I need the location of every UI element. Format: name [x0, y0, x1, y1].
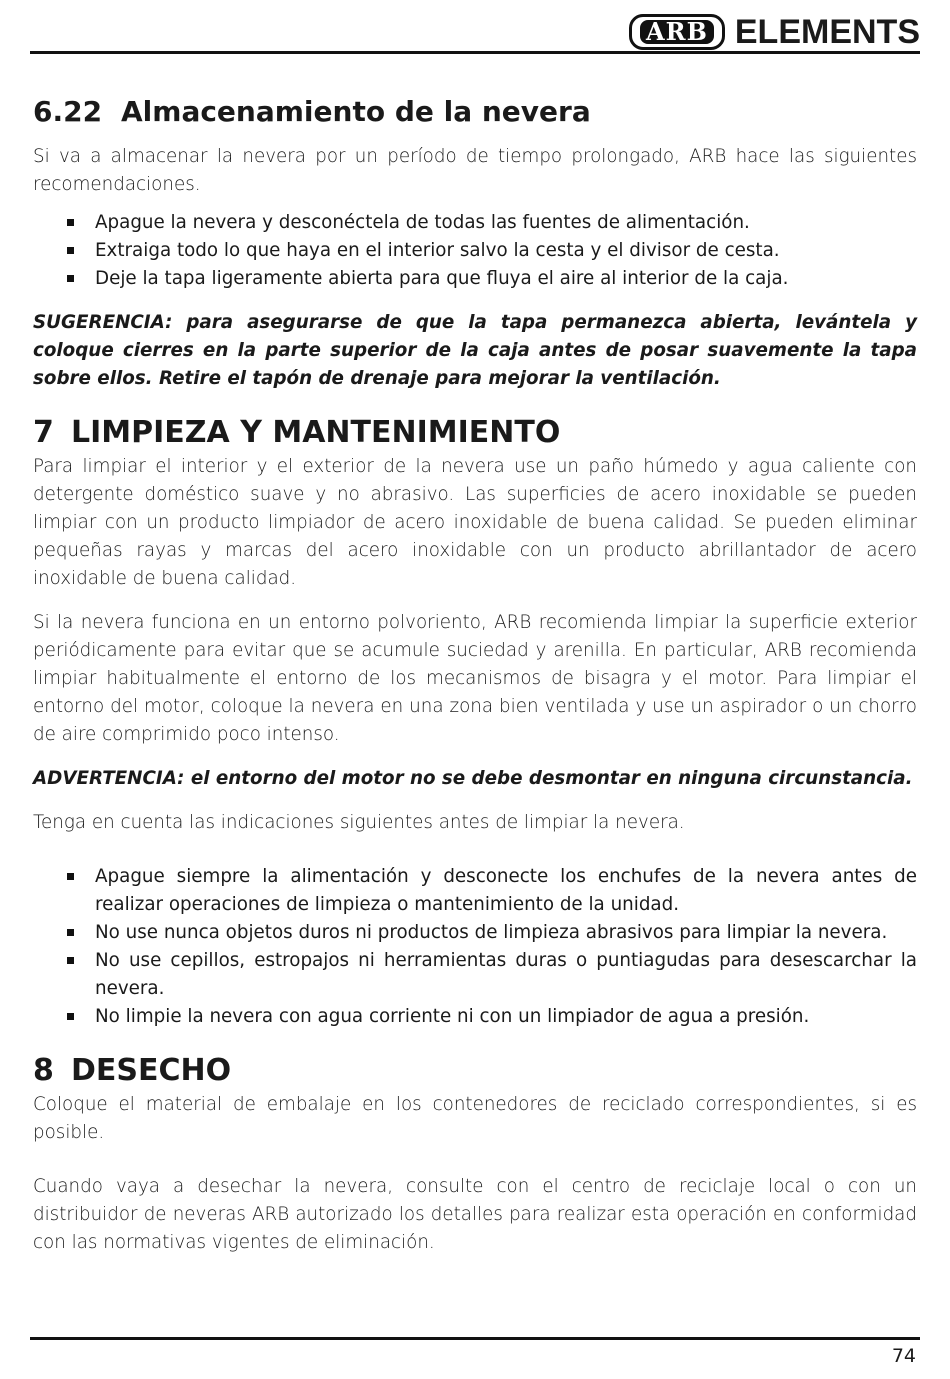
list-item: No use cepillos, estropajos ni herramientas duras o puntiagudas para desescarchar la nevera.	[33, 947, 917, 1003]
section-8-heading	[33, 1051, 917, 1091]
footer-divider	[30, 1337, 920, 1340]
page-header	[30, 8, 920, 52]
list-item: Deje la tapa ligeramente abierta para que fluya el aire al interior de la caja.	[33, 265, 917, 293]
brand	[629, 12, 920, 52]
section-8-para-1: Coloque el material de embalaje en los contenedores de reciclado correspondientes, si es posible.	[33, 1094, 917, 1143]
list-item: Extraiga todo lo que haya en el interior salvo la cesta y el divisor de cesta.	[33, 237, 917, 265]
page-content	[33, 93, 917, 1257]
section-7-title: LIMPIEZA Y MANTENIMIENTO	[71, 415, 561, 450]
brand-name: ELEMENTS	[734, 13, 920, 51]
tip-note: SUGERENCIA: para asegurarse de que la tapa permanezca abierta, levántela y coloque cierres en la parte superior de la caja antes de posar suavemente la tapa sobre ellos. Retire el tapón de drenaje para mejorar la ventilación.	[33, 312, 917, 389]
list-item: Apague la nevera y desconéctela de todas las fuentes de alimentación.	[33, 209, 917, 237]
section-7-para-1: Para limpiar el interior y el exterior de la nevera use un paño húmedo y agua caliente con detergente doméstico suave y no abrasivo. Las superficies de acero inoxidable se pueden limpiar con un producto limpiador de acero inoxidable de buena calidad. Se pueden eliminar pequeñas rayas y marcas del acero inoxidable con un producto abrillantador de acero inoxidable de buena calidad.	[33, 456, 917, 589]
section-8-title: DESECHO	[71, 1053, 232, 1088]
list-item: No use nunca objetos duros ni productos de limpieza abrasivos para limpiar la nevera.	[33, 919, 917, 947]
section-6-22-intro: Si va a almacenar la nevera por un período de tiempo prolongado, ARB hace las siguientes recomendaciones.	[33, 146, 917, 195]
list-item: No limpie la nevera con agua corriente ni con un limpiador de agua a presión.	[33, 1003, 917, 1031]
section-7-list	[33, 863, 917, 1031]
list-item: Apague siempre la alimentación y desconecte los enchufes de la nevera antes de realizar operaciones de limpieza o mantenimiento de la unidad.	[33, 863, 917, 919]
page-number: 74	[891, 1345, 916, 1367]
arb-logo-text: ARB	[640, 20, 714, 44]
section-7-number: 7	[33, 415, 54, 450]
warning-note: ADVERTENCIA: el entorno del motor no se debe desmontar en ninguna circunstancia.	[33, 768, 913, 789]
section-7-para-3: Tenga en cuenta las indicaciones siguientes antes de limpiar la nevera.	[33, 812, 685, 833]
section-6-22-list	[33, 209, 917, 293]
section-6-22-number: 6.22	[33, 95, 103, 128]
section-8-number: 8	[33, 1053, 54, 1088]
section-8-para-2: Cuando vaya a desechar la nevera, consulte con el centro de reciclaje local o con un distribuidor de neveras ARB autorizado los detalles para realizar esta operación en conformidad con las normativas vigentes de eliminación.	[33, 1176, 917, 1253]
section-7-heading	[33, 413, 917, 453]
section-6-22-heading	[33, 93, 917, 131]
header-divider	[30, 51, 920, 54]
arb-logo	[629, 14, 725, 50]
section-7-para-2: Si la nevera funciona en un entorno polvoriento, ARB recomienda limpiar la superficie exterior periódicamente para evitar que se acumule suciedad y arenilla. En particular, ARB recomienda limpiar habitualmente el entorno de los mecanismos de bisagra y el motor. Para limpiar el entorno del motor, coloque la nevera en una zona bien ventilada y use un aspirador o un chorro de aire comprimido poco intenso.	[33, 612, 917, 745]
section-6-22-title: Almacenamiento de la nevera	[121, 95, 591, 128]
